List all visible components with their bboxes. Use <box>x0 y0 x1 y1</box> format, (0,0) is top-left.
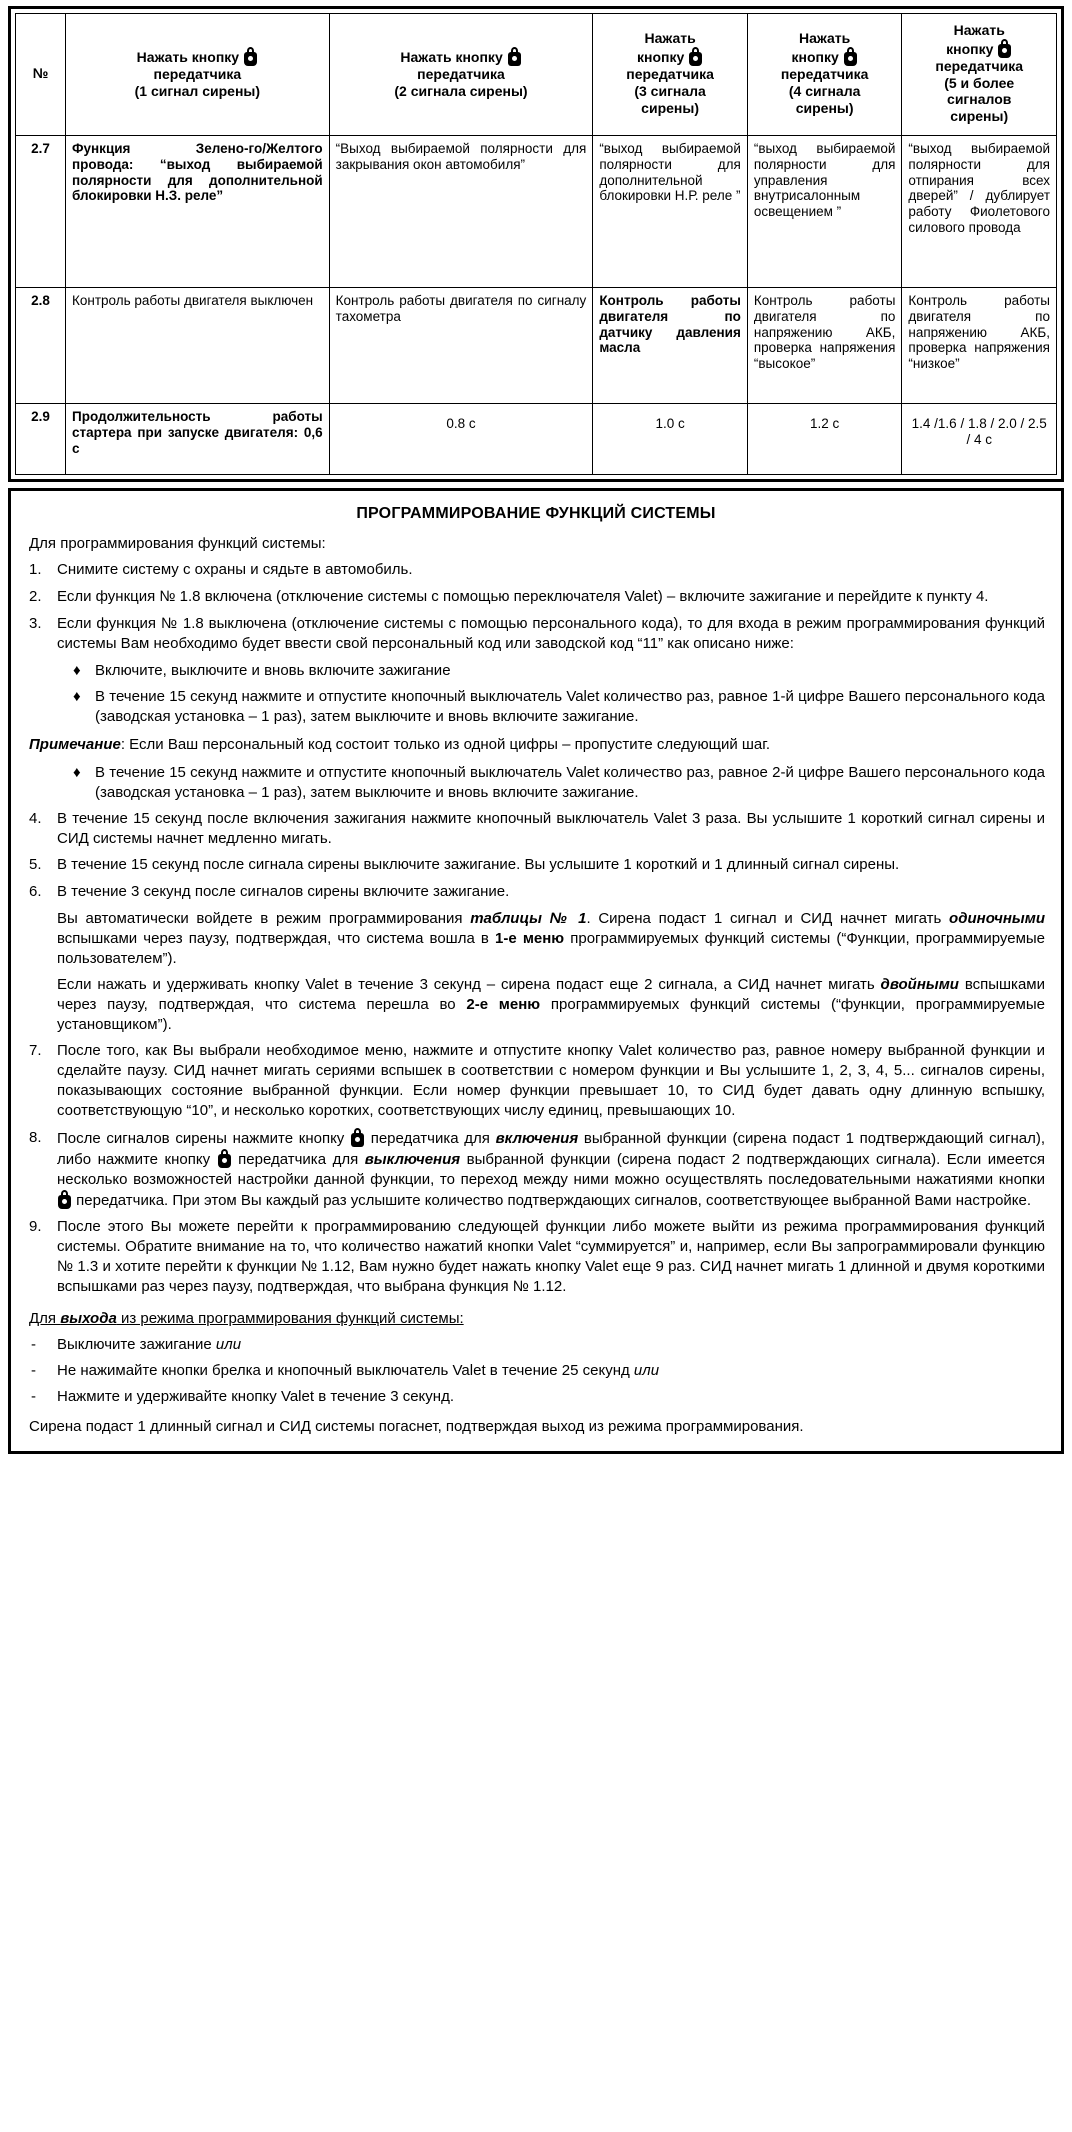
table-row <box>16 135 1057 287</box>
s8-part4: передатчика для <box>231 1150 365 1168</box>
paragraph-6b <box>57 975 1045 1035</box>
row-cell-5: 1.4 /1.6 / 1.8 / 2.0 / 2.5 / 4 с <box>902 403 1057 474</box>
row-cell-5: “выход выбираемой полярности для отпирания всех дверей” / дублирует работу Фиолетового силового провода <box>902 135 1057 287</box>
step-marker: 2. <box>29 588 42 606</box>
dash-marker: - <box>31 1336 36 1354</box>
step-text: В течение 15 секунд после сигнала сирены выключите зажигание. Вы услышите 1 короткий и 1 длинный сигнал сирены. <box>57 856 900 874</box>
p6b-bold: 2-е меню <box>466 996 541 1014</box>
step-marker: 3. <box>29 615 42 633</box>
key-closed-icon <box>689 47 702 66</box>
row-cell-4: 1.2 с <box>747 403 902 474</box>
page-title: ПРОГРАММИРОВАНИЕ ФУНКЦИЙ СИСТЕМЫ <box>356 504 716 522</box>
note-text: : Если Ваш персональный код состоит только из одной цифры – пропустите следующий шаг. <box>120 735 771 753</box>
exit-or: или <box>215 1336 242 1354</box>
list-item <box>27 587 1045 607</box>
row-number: 2.9 <box>16 403 66 474</box>
header-col-5-line4: (5 и более <box>944 74 1015 91</box>
step-marker: 7. <box>29 1041 42 1059</box>
dash-marker: - <box>31 1362 36 1380</box>
step-marker: 4. <box>29 809 42 827</box>
step-marker: 8. <box>29 1128 42 1146</box>
header-col-5-line3: передатчика <box>935 57 1024 74</box>
header-col-3-line3: передатчика <box>626 66 714 83</box>
list-item <box>27 1041 1045 1121</box>
bullet-text: В течение 15 секунд нажмите и отпустите кнопочный выключатель Valet количество раз, равное 1-й цифре Вашего персонального кода (заводская установка – 1 раз), затем выключите и вновь включите зажигание. <box>95 687 1045 725</box>
row-cell-1: Функция Зелено-го/Желтого провода: “выход выбираемой полярности для дополнительной блокировки Н.З. реле” <box>66 135 330 287</box>
list-item <box>29 1387 1045 1407</box>
step-marker: 1. <box>29 561 42 579</box>
p6a-part1: Вы автоматически войдете в режим программирования <box>57 910 471 928</box>
row-cell-3: “выход выбираемой полярности для дополнительной блокировки Н.Р. реле ” <box>593 135 748 287</box>
exit-or: или <box>633 1362 660 1380</box>
header-col-5 <box>902 14 1057 136</box>
exit-text: Не нажимайте кнопки брелка и кнопочный выключатель Valet в течение 25 секунд <box>57 1362 634 1380</box>
header-col-1-line2: передатчика <box>153 66 242 83</box>
table-row <box>16 403 1057 474</box>
bullet-item <box>73 687 1045 727</box>
exit-emphasis: выхода <box>60 1310 117 1328</box>
row-cell-4: “выход выбираемой полярности для управления внутрисалонным освещением ” <box>747 135 902 287</box>
bullet-item <box>73 763 1045 803</box>
list-item <box>27 809 1045 849</box>
step-marker: 5. <box>29 856 42 874</box>
header-col-5-line5: сигналов <box>947 91 1012 108</box>
header-col-3-line1: Нажать <box>644 30 696 47</box>
header-col-3-line4: (3 сигнала <box>634 82 706 99</box>
header-col-4 <box>747 14 902 136</box>
p6b-part1: Если нажать и удерживать кнопку Valet в течение 3 секунд – сирена подаст еще 2 сигнала, а СИД начнет мигать <box>57 976 881 994</box>
intro-text: Для программирования функций системы: <box>29 535 326 553</box>
table-row <box>16 287 1057 403</box>
row-number: 2.8 <box>16 287 66 403</box>
exit-list <box>29 1335 1045 1407</box>
header-col-2-line1: Нажать кнопку <box>400 49 503 66</box>
diamond-bullet-icon: ♦ <box>73 661 81 679</box>
diamond-bullet-icon: ♦ <box>73 687 81 705</box>
row-cell-4: Контроль работы двигателя по напряжению АКБ, проверка напряжения “высокое” <box>747 287 902 403</box>
list-item <box>27 560 1045 580</box>
s8-emphasis-on: включения <box>495 1129 579 1147</box>
s8-part3: выбранной функции (сирена подаст 1 подтверждающий сигнал), либо нажмите кнопку <box>57 1129 1045 1168</box>
header-col-5-line2: кнопку <box>946 40 994 57</box>
header-col-4-line5: сирены) <box>795 99 854 116</box>
p6a-part2: . Сирена подаст 1 сигнал и СИД начнет мигать <box>586 910 950 928</box>
p6a-bold: 1-е меню <box>495 930 565 948</box>
header-col-1 <box>66 14 330 136</box>
diamond-bullet-icon: ♦ <box>73 763 81 781</box>
list-item <box>27 614 1045 654</box>
p6a-emphasis-2: одиночными <box>949 910 1045 928</box>
functions-table-block <box>8 6 1064 482</box>
note-paragraph <box>29 735 1045 755</box>
row-cell-2: Контроль работы двигателя по сигналу тахометра <box>329 287 593 403</box>
header-col-5-line6: сирены) <box>950 108 1009 125</box>
header-col-2 <box>329 14 593 136</box>
p6a-part4: программируемых функций системы (“Функции, программируемые пользователем”). <box>57 930 1046 968</box>
row-cell-1: Контроль работы двигателя выключен <box>66 287 330 403</box>
closing-paragraph: Сирена подаст 1 длинный сигнал и СИД системы погаснет, подтверждая выход из режима программирования. <box>29 1417 804 1435</box>
key-closed-icon <box>244 47 257 66</box>
header-col-1-line3: (1 сигнал сирены) <box>134 82 261 99</box>
exit-heading <box>29 1309 1045 1329</box>
header-col-4-line3: передатчика <box>780 66 869 83</box>
s8-emphasis-off: выключения <box>364 1150 461 1168</box>
step-8-text <box>57 1130 1045 1209</box>
row-cell-5: Контроль работы двигателя по напряжению АКБ, проверка напряжения “низкое” <box>902 287 1057 403</box>
list-item <box>29 1335 1045 1355</box>
key-closed-icon <box>844 47 857 66</box>
step-text: После этого Вы можете перейти к программированию следующей функции либо можете выйти из режима программирования функций системы. Обратите внимание на то, что количество нажатий кнопки Valet “суммируется” и, например, если Вы запрограммировали функцию № 1.3 и хотите перейти к функции № 1.12, Вам нужно будет нажать кнопку Valet еще 9 раз. СИД начнет мигать 1 длинной и двумя короткими вспышками раз через паузу, подтверждая, что выбрана функция № 1.12. <box>57 1218 1045 1296</box>
paragraph-6a <box>57 909 1045 969</box>
list-item <box>27 1128 1045 1211</box>
exit-part1: Для <box>29 1310 61 1328</box>
header-col-3-line2: кнопку <box>637 49 685 66</box>
row-number: 2.7 <box>16 135 66 287</box>
key-closed-icon <box>58 1190 71 1209</box>
step-text: Если функция № 1.8 включена (отключение системы с помощью переключателя Valet) – включите зажигание и перейдите к пункту 4. <box>57 588 989 606</box>
header-col-4-line2: кнопку <box>791 49 839 66</box>
row-cell-2: 0.8 с <box>329 403 593 474</box>
p6a-emphasis-1: таблицы № 1 <box>470 910 587 928</box>
p6b-part3: программируемых функций системы (“функции, программируемые установщиком”). <box>57 996 1045 1033</box>
header-col-1-line1: Нажать кнопку <box>136 49 240 66</box>
key-closed-icon <box>218 1149 231 1168</box>
header-col-4-line1: Нажать <box>799 30 851 47</box>
header-number: № <box>16 14 66 136</box>
table-header-row <box>16 14 1057 136</box>
programming-instructions-block <box>8 488 1064 1454</box>
step-marker: 9. <box>29 1218 42 1236</box>
key-open-icon <box>351 1128 364 1147</box>
step-text: В течение 15 секунд после включения зажигания нажмите кнопочный выключатель Valet 3 раза. Вы услышите 1 короткий сигнал сирены и СИД системы начнет медленно мигать. <box>57 809 1045 847</box>
s8-part6: передатчика. При этом Вы каждый раз услышите количество подтверждающих сигналов, соответствующее выбранной Вами настройке. <box>72 1191 1032 1209</box>
note-label: Примечание <box>29 735 121 753</box>
step-text: Снимите систему с охраны и сядьте в автомобиль. <box>57 561 413 579</box>
header-col-3-line5: сирены) <box>641 99 699 116</box>
row-cell-2: “Выход выбираемой полярности для закрывания окон автомобиля” <box>329 135 593 287</box>
list-item <box>29 1361 1045 1381</box>
step-marker: 6. <box>29 883 42 901</box>
step-text: В течение 3 секунд после сигналов сирены включите зажигание. <box>57 883 510 901</box>
list-item <box>27 882 1045 902</box>
key-open-icon <box>508 47 521 66</box>
s8-part1: После сигналов сирены нажмите кнопку <box>57 1129 350 1147</box>
list-item <box>27 855 1045 875</box>
p6a-part3: вспышками через паузу, подтверждая, что система вошла в <box>57 930 496 948</box>
row-cell-1: Продолжительность работы стартера при запуске двигателя: 0,6 с <box>66 403 330 474</box>
s8-part5: выбранной функции (сирена подаст 2 подтверждающих сигнала). Если имеется несколько возможностей настройки данной функции, то переход между ними можно осуществлять последовательными нажатиями кнопки <box>57 1150 1045 1188</box>
p6b-emphasis: двойными <box>880 976 959 994</box>
row-cell-3: Контроль работы двигателя по датчику давления масла <box>593 287 748 403</box>
list-item <box>27 1217 1045 1297</box>
row-cell-3: 1.0 с <box>593 403 748 474</box>
header-col-3 <box>593 14 748 136</box>
steps-list-3 <box>27 1041 1045 1297</box>
steps-list <box>27 560 1045 654</box>
exit-text: Выключите зажигание <box>57 1336 216 1354</box>
step-text: Если функция № 1.8 выключена (отключение системы с помощью персонального кода), то для входа в режим программирования функций системы Вам необходимо будет ввести свой персональный код или заводской код “11” как описано ниже: <box>57 615 1045 652</box>
key-closed-icon <box>998 39 1011 58</box>
bullet-text: В течение 15 секунд нажмите и отпустите кнопочный выключатель Valet количество раз, равное 2-й цифре Вашего персонального кода (заводская установка – 1 раз), затем выключите и вновь включите зажигание. <box>95 763 1045 801</box>
steps-list-2 <box>27 809 1045 903</box>
header-col-2-line2: передатчика <box>417 66 505 83</box>
exit-part2: из режима программирования функций системы: <box>116 1310 464 1328</box>
functions-table <box>15 13 1057 475</box>
dash-marker: - <box>31 1388 36 1405</box>
s8-part2: передатчика для <box>365 1129 496 1147</box>
bullet-item <box>73 661 1045 681</box>
header-col-2-line3: (2 сигнала сирены) <box>394 82 528 99</box>
header-col-5-line1: Нажать <box>953 22 1005 38</box>
bullet-text: Включите, выключите и вновь включите зажигание <box>95 661 451 679</box>
exit-text: Нажмите и удерживайте кнопку Valet в течение 3 секунд. <box>57 1388 454 1405</box>
p6b-part2: вспышками через паузу, подтверждая, что система перешла во <box>57 976 1045 1014</box>
step-text: После того, как Вы выбрали необходимое меню, нажмите и отпустите кнопку Valet количество раз, равное номеру выбранной функции и сделайте паузу. СИД начнет мигать сериями вспышек в соответствии с номером функции и Вы услышите 1, 2, 3, 4, 5... сигналов сирены, показывающих состояние выбранной функции. Если номер функции превышает 10, то СИД будет давать одну длинную вспышку, соответствующую “10”, и несколько коротких, соответствующих числу единиц, превышающих 10. <box>57 1041 1045 1119</box>
header-col-4-line4: (4 сигнала <box>788 82 861 99</box>
